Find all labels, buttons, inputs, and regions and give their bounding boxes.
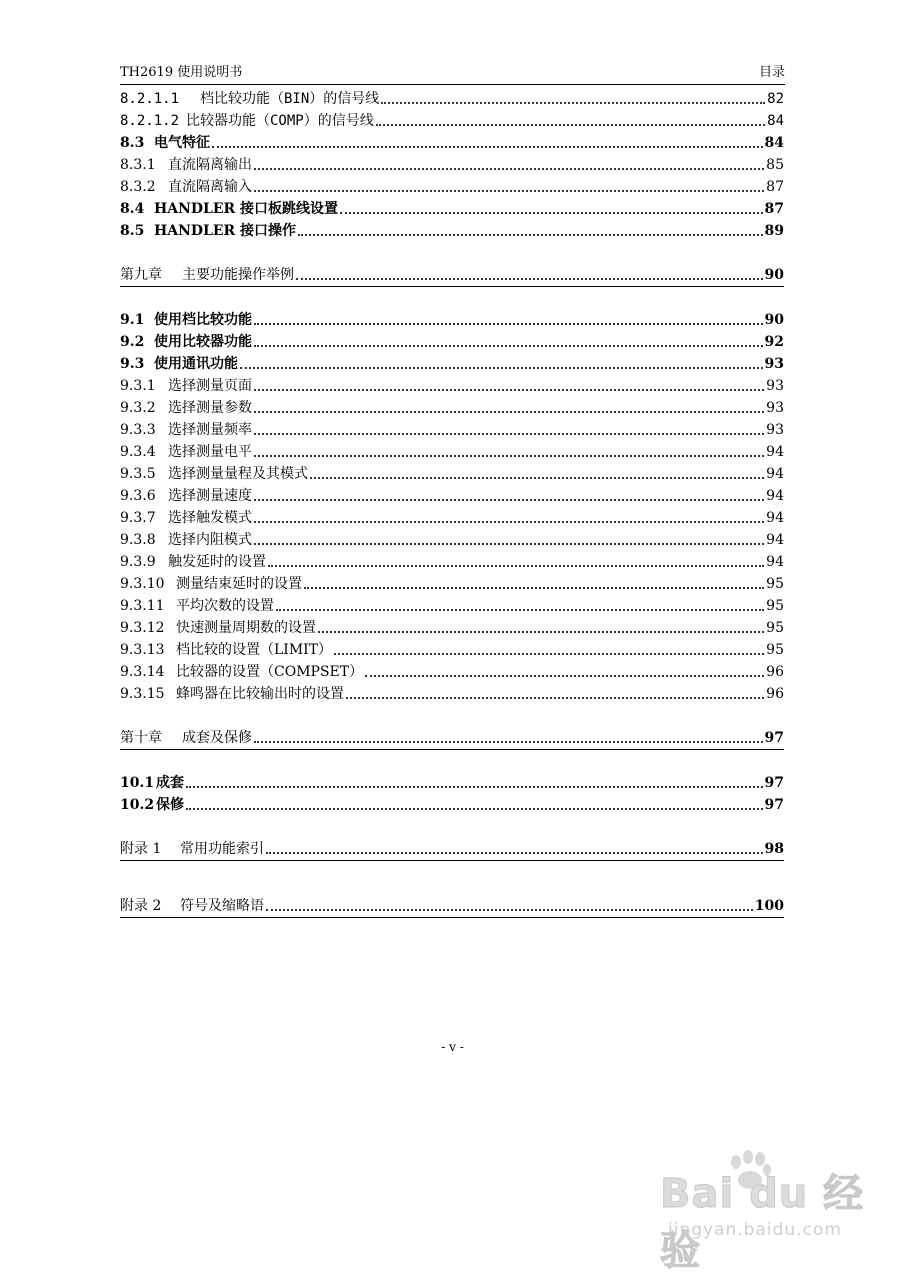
toc-page: 93 xyxy=(764,356,784,372)
toc-appendix-entry[interactable] xyxy=(120,838,784,861)
toc-entry[interactable] xyxy=(120,375,784,397)
toc-leader xyxy=(254,323,763,325)
toc-leader xyxy=(318,631,764,633)
toc-number: 9.3.13 xyxy=(120,642,165,658)
toc-label: 主要功能操作举例 xyxy=(182,267,294,283)
toc-label: 常用功能索引 xyxy=(180,841,264,857)
header-section: 目录 xyxy=(758,65,785,80)
toc-entry[interactable] xyxy=(120,683,784,705)
toc-entry[interactable] xyxy=(120,309,784,331)
toc-entry[interactable] xyxy=(120,639,784,661)
toc-chapter-entry[interactable] xyxy=(120,727,784,750)
toc-number: 附录 1 xyxy=(120,841,162,857)
toc-label: 快速测量周期数的设置 xyxy=(176,620,316,636)
toc-number: 9.3.6 xyxy=(120,488,156,504)
toc-label: 蜂鸣器在比较输出时的设置 xyxy=(176,686,344,702)
toc-page: 100 xyxy=(754,898,784,914)
toc-number: 9.3.10 xyxy=(120,576,165,592)
toc-page: 90 xyxy=(764,312,784,328)
header-title: TH2619 使用说明书 xyxy=(120,65,243,80)
toc-leader xyxy=(268,565,764,567)
toc-number: 9.3.14 xyxy=(120,664,165,680)
page-header xyxy=(120,64,785,85)
toc-page: 95 xyxy=(766,576,784,592)
toc-leader xyxy=(254,543,764,545)
toc-label: 选择测量参数 xyxy=(168,400,252,416)
toc-page: 97 xyxy=(764,775,784,791)
toc-label: 选择触发模式 xyxy=(168,510,252,526)
toc-label: 使用档比较功能 xyxy=(154,312,252,328)
toc-leader xyxy=(254,389,764,391)
toc-leader xyxy=(186,808,763,810)
toc-leader xyxy=(254,190,764,192)
toc-entry[interactable] xyxy=(120,154,784,176)
toc-entry[interactable] xyxy=(120,110,784,132)
toc-label: 选择内阻模式 xyxy=(168,532,252,548)
toc-leader xyxy=(254,411,764,413)
toc-entry[interactable] xyxy=(120,794,784,816)
toc-label: 选择测量频率 xyxy=(168,422,252,438)
toc-entry[interactable] xyxy=(120,176,784,198)
toc-number: 9.3.7 xyxy=(120,510,156,526)
toc-label: 选择测量速度 xyxy=(168,488,252,504)
toc-leader xyxy=(254,433,764,435)
toc-entry[interactable] xyxy=(120,419,784,441)
toc-leader xyxy=(296,278,763,280)
toc-number: 9.3.2 xyxy=(120,400,156,416)
toc-entry[interactable] xyxy=(120,595,784,617)
toc-page: 93 xyxy=(766,378,784,394)
toc-page: 82 xyxy=(767,91,784,107)
toc-entry[interactable] xyxy=(120,132,784,154)
toc-number: 第九章 xyxy=(120,267,162,283)
toc-label: 档比较功能（BIN）的信号线 xyxy=(200,91,380,107)
table-of-contents xyxy=(120,88,784,918)
toc-page: 93 xyxy=(766,400,784,416)
toc-leader xyxy=(365,675,764,677)
toc-number: 第十章 xyxy=(120,730,162,746)
toc-leader xyxy=(334,653,764,655)
toc-number: 9.3.9 xyxy=(120,554,156,570)
toc-number: 10.1 xyxy=(120,775,155,791)
toc-page: 97 xyxy=(764,797,784,813)
toc-label: 使用比较器功能 xyxy=(154,334,252,350)
toc-number: 9.3.15 xyxy=(120,686,165,702)
toc-entry[interactable] xyxy=(120,220,784,242)
toc-entry[interactable] xyxy=(120,485,784,507)
toc-label: 电气特征 xyxy=(154,135,210,151)
toc-label: 选择测量页面 xyxy=(168,378,252,394)
baidu-jingyan-watermark xyxy=(660,1150,880,1274)
toc-number: 8.4 xyxy=(120,201,145,217)
toc-entry[interactable] xyxy=(120,617,784,639)
toc-page: 95 xyxy=(766,598,784,614)
page-footer: - v - xyxy=(441,1040,464,1054)
toc-leader xyxy=(340,212,762,214)
toc-page: 84 xyxy=(767,113,784,129)
toc-number: 9.3.3 xyxy=(120,422,156,438)
toc-label: 成套 xyxy=(156,775,184,791)
toc-page: 84 xyxy=(764,135,784,151)
toc-leader xyxy=(304,587,764,589)
toc-label: 直流隔离输入 xyxy=(168,179,252,195)
toc-label: 选择测量电平 xyxy=(168,444,252,460)
toc-page: 89 xyxy=(764,223,784,239)
toc-label: 符号及缩略语 xyxy=(180,898,264,914)
toc-entry[interactable] xyxy=(120,529,784,551)
toc-number: 9.3.1 xyxy=(120,378,156,394)
toc-number: 9.3.4 xyxy=(120,444,156,460)
toc-leader xyxy=(254,521,764,523)
toc-number: 8.3.2 xyxy=(120,179,156,195)
toc-label: HANDLER 接口板跳线设置 xyxy=(154,201,339,217)
toc-number: 8.3 xyxy=(120,135,145,151)
toc-label: 选择测量量程及其模式 xyxy=(168,466,308,482)
toc-number: 8.2.1.2 xyxy=(120,113,180,129)
toc-leader xyxy=(254,345,763,347)
toc-page: 94 xyxy=(766,444,784,460)
toc-entry[interactable] xyxy=(120,353,784,375)
toc-chapter-entry[interactable] xyxy=(120,264,784,287)
toc-label: 比较器的设置（COMPSET） xyxy=(176,664,364,680)
toc-number: 9.3.8 xyxy=(120,532,156,548)
toc-page: 98 xyxy=(764,841,784,857)
toc-label: 平均次数的设置 xyxy=(176,598,274,614)
toc-entry[interactable] xyxy=(120,573,784,595)
toc-leader xyxy=(254,741,763,743)
toc-appendix-entry[interactable] xyxy=(120,895,784,918)
toc-entry[interactable] xyxy=(120,331,784,353)
toc-page: 92 xyxy=(764,334,784,350)
watermark-brand: Bai du 经验 xyxy=(660,1171,865,1274)
toc-label: HANDLER 接口操作 xyxy=(154,223,297,239)
toc-leader xyxy=(186,786,763,788)
toc-leader xyxy=(346,697,764,699)
toc-entry[interactable] xyxy=(120,198,784,220)
toc-entry[interactable] xyxy=(120,661,784,683)
toc-page: 90 xyxy=(764,267,784,283)
toc-number: 10.2 xyxy=(120,797,155,813)
toc-label: 测量结束延时的设置 xyxy=(176,576,302,592)
toc-number: 8.2.1.1 xyxy=(120,91,180,107)
toc-number: 9.3 xyxy=(120,356,145,372)
toc-entry[interactable] xyxy=(120,551,784,573)
toc-leader xyxy=(212,146,763,148)
watermark-url: jingyan.baidu.com xyxy=(668,1220,842,1240)
toc-number: 9.3.5 xyxy=(120,466,156,482)
toc-leader xyxy=(266,909,753,911)
toc-entry[interactable] xyxy=(120,397,784,419)
toc-leader xyxy=(240,367,763,369)
toc-entry[interactable] xyxy=(120,772,784,794)
toc-leader xyxy=(376,124,765,126)
toc-number: 8.5 xyxy=(120,223,145,239)
toc-label: 直流隔离输出 xyxy=(168,157,252,173)
toc-number: 9.3.11 xyxy=(120,598,165,614)
toc-label: 保修 xyxy=(156,797,184,813)
toc-leader xyxy=(254,168,764,170)
toc-entry[interactable] xyxy=(120,88,784,110)
toc-page: 94 xyxy=(766,532,784,548)
toc-leader xyxy=(381,102,765,104)
toc-page: 94 xyxy=(766,510,784,526)
toc-entry[interactable] xyxy=(120,441,784,463)
toc-page: 95 xyxy=(766,642,784,658)
toc-leader xyxy=(266,852,763,854)
toc-page: 94 xyxy=(766,466,784,482)
toc-number: 9.1 xyxy=(120,312,145,328)
toc-leader xyxy=(298,234,762,236)
toc-entry[interactable] xyxy=(120,463,784,485)
toc-page: 93 xyxy=(766,422,784,438)
toc-page: 97 xyxy=(764,730,784,746)
toc-entry[interactable] xyxy=(120,507,784,529)
toc-label: 比较器功能（COMP）的信号线 xyxy=(186,113,374,129)
toc-page: 87 xyxy=(764,201,784,217)
toc-label: 触发延时的设置 xyxy=(168,554,266,570)
toc-page: 94 xyxy=(766,488,784,504)
toc-leader xyxy=(254,499,764,501)
toc-leader xyxy=(254,455,764,457)
toc-page: 87 xyxy=(766,179,784,195)
toc-label: 成套及保修 xyxy=(182,730,252,746)
toc-number: 9.2 xyxy=(120,334,145,350)
toc-page: 94 xyxy=(766,554,784,570)
toc-page: 96 xyxy=(766,664,784,680)
toc-number: 8.3.1 xyxy=(120,157,156,173)
toc-label: 档比较的设置（LIMIT） xyxy=(176,642,333,658)
toc-leader xyxy=(276,609,764,611)
toc-page: 96 xyxy=(766,686,784,702)
toc-page: 95 xyxy=(766,620,784,636)
toc-page: 85 xyxy=(766,157,784,173)
toc-number: 附录 2 xyxy=(120,898,162,914)
toc-leader xyxy=(310,477,764,479)
toc-label: 使用通讯功能 xyxy=(154,356,238,372)
toc-number: 9.3.12 xyxy=(120,620,165,636)
